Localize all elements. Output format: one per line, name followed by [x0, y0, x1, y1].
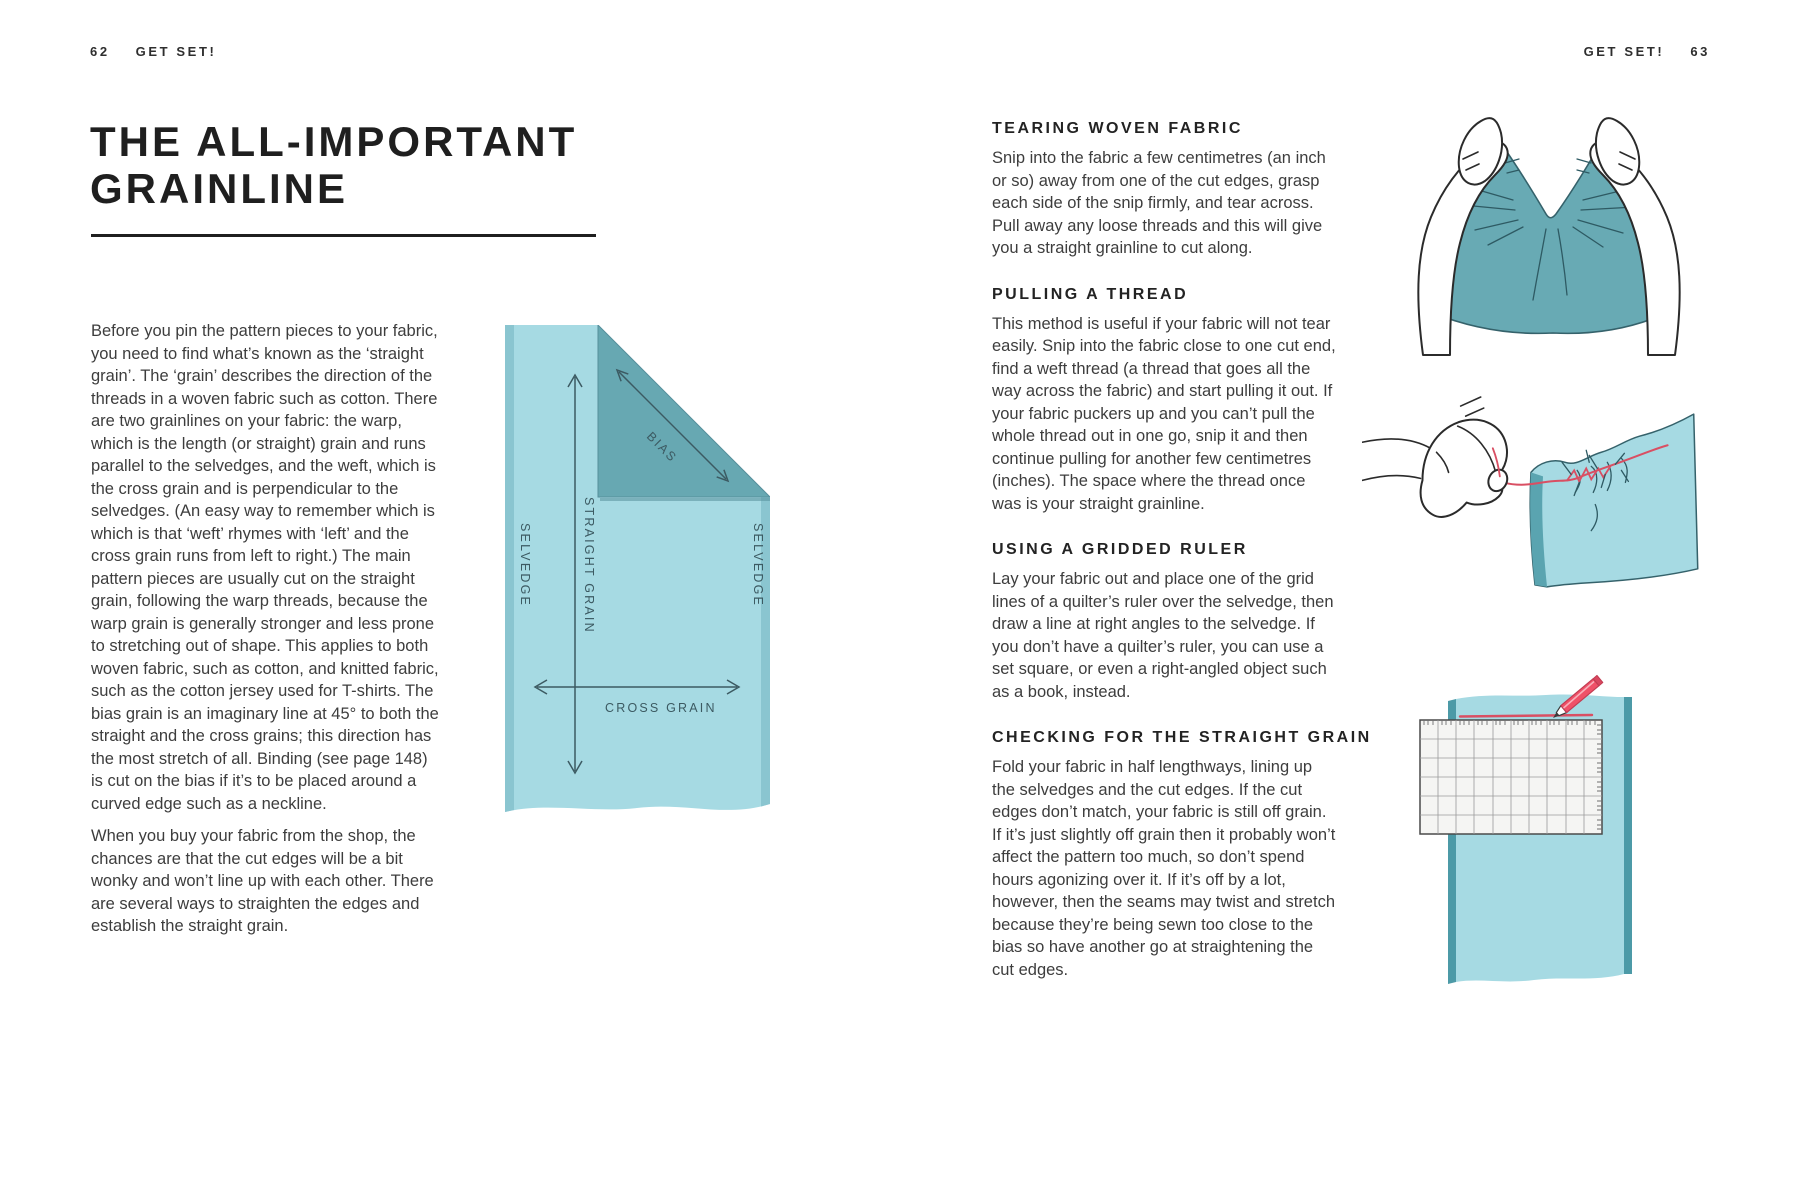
running-head-right: GET SET! — [1583, 44, 1665, 59]
section-tearing — [992, 118, 1337, 260]
section-gridded-ruler — [992, 539, 1337, 703]
methods-column — [992, 118, 1372, 981]
title-rule — [91, 234, 596, 237]
section-body: This method is useful if your fabric will not tear easily. Snip into the fabric close to one cut end, find a weft thread (a thread that goes all the way across the fabric) and start pulling it out. If your fabric puckers up and you can’t pull the whole thread out in one go, snip it and then continue pulling for another few centimetres (inches). The space where the thread once was is your straight grainline. — [992, 314, 1336, 513]
page-title — [90, 118, 577, 212]
intro-paragraph-1: Before you pin the pattern pieces to your fabric, you need to find what’s known as the ‘straight grain’. The ‘grain’ describes the direction of the threads in a woven fabric such as cotton. There are two grainlines on your fabric: the warp, which is the length (or straight) grain and runs parallel to the selvedges, and the weft, which is the cross grain and is perpendicular to the selvedges. (An easy way to remember which is which is that ‘weft’ rhymes with ‘left’ and the cross grain runs from left to right.) The main pattern pieces are usually cut on the straight grain, following the warp threads, because the warp grain is generally stronger and less prone to stretching out of shape. This applies to both woven fabric, such as cotton, and knitted fabric, such as the cotton jersey used for T-shirts. The bias grain is an imaginary line at 45° to both the straight and the cross grains; this direction has the most stretch of all. Binding (see page 148) is cut on the bias if it’s to be placed around a curved edge such as a neckline. — [91, 322, 439, 813]
drawn-red-line — [1460, 715, 1592, 717]
page-header-left — [90, 44, 216, 59]
quilters-ruler — [1420, 720, 1602, 834]
section-pulling-thread — [992, 284, 1337, 516]
section-body: Snip into the fabric a few centimetres (an inch or so) away from one of the cut edges, grasp each side of the snip firmly, and tear across. Pull away any loose threads and this will give you a straight grainline to cut along. — [992, 149, 1326, 257]
page-number-left: 62 — [90, 44, 110, 59]
selvedge-left-label: SELVEDGE — [518, 523, 532, 608]
intro-text-column — [91, 320, 439, 938]
intro-paragraph-2: When you buy your fabric from the shop, the chances are that the cut edges will be a bit wonky and won’t line up with each other. There are several ways to straighten the edges and establish the straight grain. — [91, 827, 434, 935]
gridded-ruler-illustration — [1402, 652, 1642, 997]
selvedge-strip-left — [505, 325, 514, 812]
section-heading: USING A GRIDDED RULER — [992, 541, 1248, 558]
fold-flap — [598, 325, 770, 497]
pinching-hand — [1362, 397, 1510, 517]
fabric-piece — [1530, 414, 1698, 587]
section-heading: PULLING A THREAD — [992, 285, 1189, 303]
title-line-1: THE ALL-IMPORTANT — [90, 118, 578, 165]
section-checking-grain — [992, 727, 1372, 981]
fabric-selvedge-right — [1624, 697, 1632, 974]
title-line-2: GRAINLINE — [90, 165, 348, 212]
pulling-thread-illustration — [1362, 392, 1714, 608]
straight-grain-label: STRAIGHT GRAIN — [582, 497, 596, 634]
section-body: Lay your fabric out and place one of the grid lines of a quilter’s ruler over the selvedge, then draw a line at right angles to the selvedge. If you don’t have a quilter’s ruler, you can use a set square, or even a right-angled object such as a book, instead. — [992, 570, 1334, 701]
running-head-left: GET SET! — [135, 44, 217, 59]
tearing-fabric-illustration — [1388, 105, 1710, 357]
selvedge-right-label: SELVEDGE — [751, 523, 765, 608]
page-header-right — [1584, 44, 1710, 59]
page-number-right: 63 — [1690, 44, 1710, 59]
section-body: Fold your fabric in half lengthways, lining up the selvedges and the cut edges. If the cut edges don’t match, your fabric is still off grain. If it’s just slightly off grain then it probably won’t affect the pattern too much, so don’t spend hours agonizing over it. If it’s off by a lot, however, then the seams may twist and stretch because they’re being sewn too close to the bias so have another go at straightening the cut edges. — [992, 758, 1336, 979]
section-heading: CHECKING FOR THE STRAIGHT GRAIN — [992, 729, 1372, 746]
grainline-diagram — [505, 325, 770, 825]
section-heading: TEARING WOVEN FABRIC — [992, 120, 1243, 137]
cross-grain-label: CROSS GRAIN — [605, 701, 717, 715]
bias-label: BIAS — [643, 429, 681, 466]
